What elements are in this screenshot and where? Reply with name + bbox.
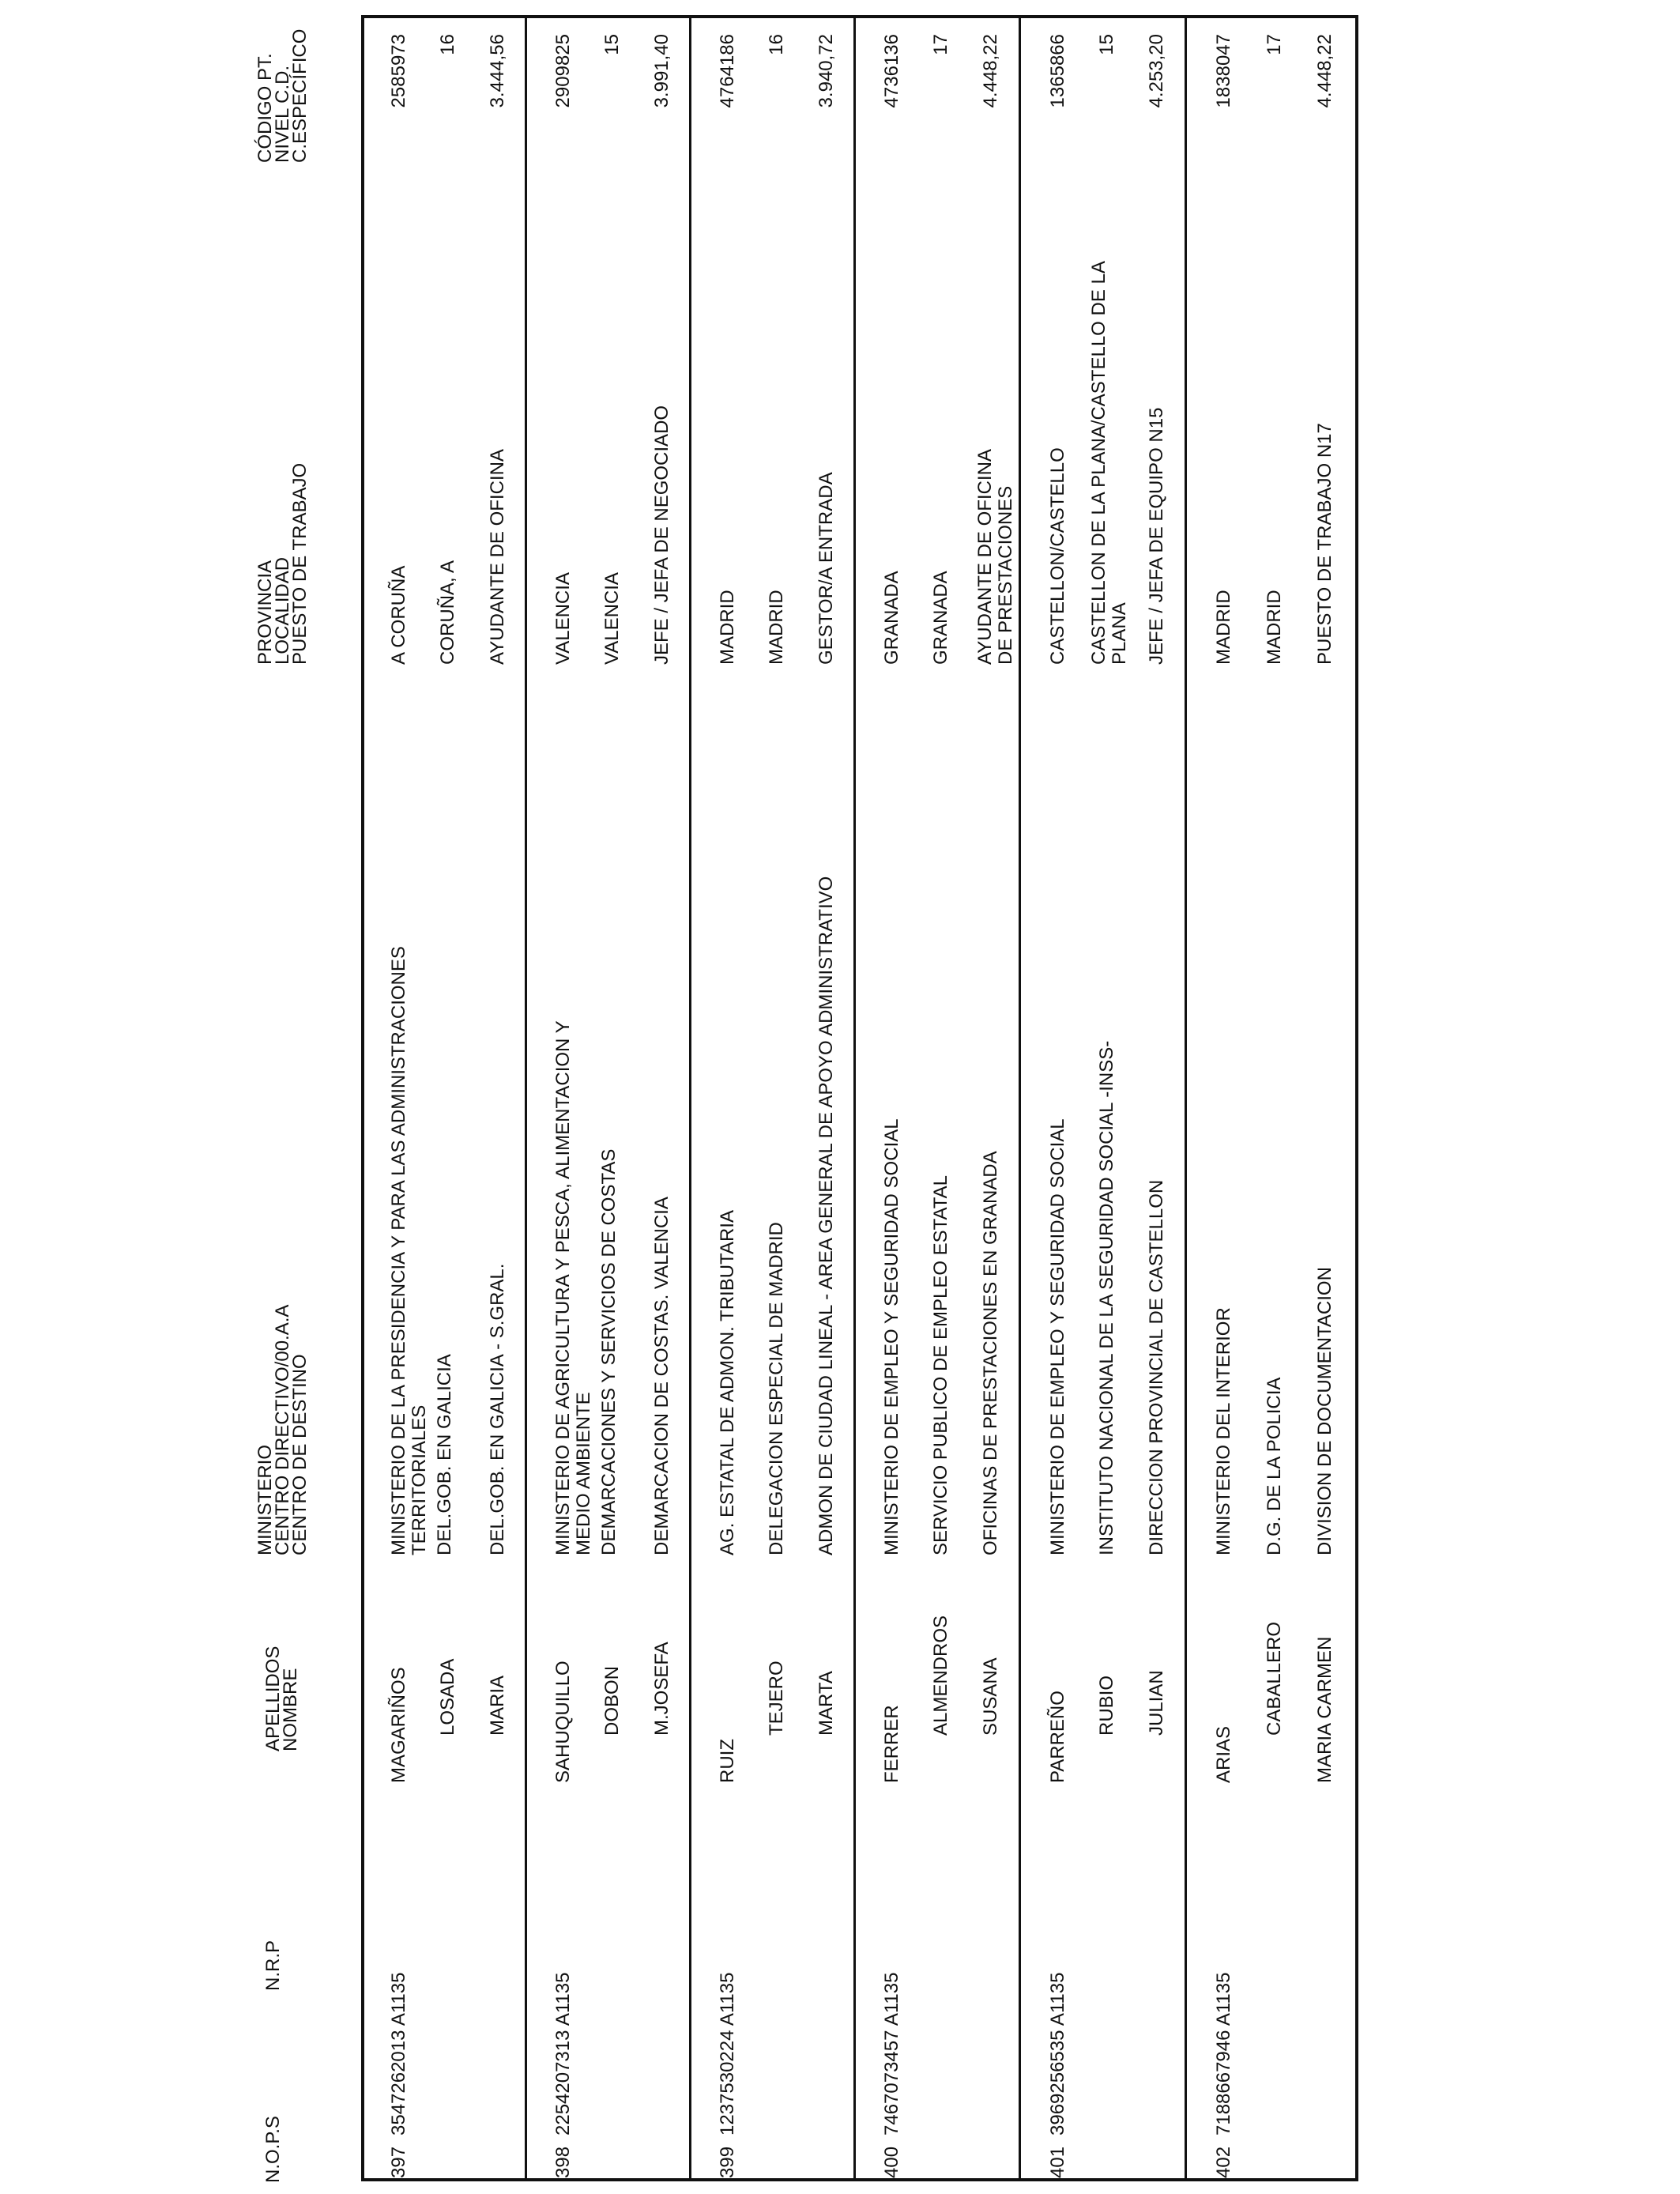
header-especifico: C.ESPECÍFICO <box>289 28 311 163</box>
cell-localidad: VALENCIA <box>601 572 623 665</box>
cell-centro-destino: OFICINAS DE PRESTACIONES EN GRANADA <box>980 1151 1001 1555</box>
cell-provincia: VALENCIA <box>552 572 574 665</box>
cell-apellido1: PARREÑO <box>1047 1691 1068 1783</box>
cell-codigo: 2909825 <box>552 34 574 108</box>
cell-nombre: MARIA <box>487 1675 508 1736</box>
cell-nrp: 7467073457 A1135 <box>881 1972 902 2136</box>
cell-ministerio: MINISTERIO DE EMPLEO Y SEGURIDAD SOCIAL <box>1047 1118 1068 1555</box>
cell-codigo: 2585973 <box>388 34 409 108</box>
cell-nops: 397 <box>388 2146 409 2178</box>
cell-nops: 401 <box>1047 2146 1068 2178</box>
header-localidad: LOCALIDAD <box>272 556 293 665</box>
cell-nombre: SUSANA <box>980 1657 1001 1736</box>
header-codigo: CÓDIGO PT. <box>254 53 276 163</box>
header-apellidos: APELLIDOS <box>262 1646 284 1751</box>
cell-centro-directivo: D.G. DE LA POLICIA <box>1264 1377 1285 1555</box>
cell-centro-directivo: SERVICIO PUBLICO DE EMPLEO ESTATAL <box>930 1174 951 1555</box>
cell-nops: 399 <box>717 2146 738 2178</box>
cell-especifico: 3.444,56 <box>487 34 508 108</box>
cell-nrp: 2254207313 A1135 <box>552 1972 574 2136</box>
cell-codigo: 1365866 <box>1047 34 1068 108</box>
cell-nops: 402 <box>1213 2146 1234 2178</box>
cell-nops: 398 <box>552 2146 574 2178</box>
cell-nombre: MARTA <box>816 1671 837 1736</box>
cell-localidad: MADRID <box>1264 590 1285 665</box>
cell-centro-directivo: DEL.GOB. EN GALICIA <box>434 1354 455 1555</box>
cell-localidad: GRANADA <box>930 571 951 665</box>
row-divider <box>853 15 856 2181</box>
cell-centro-destino: DIRECCION PROVINCIAL DE CASTELLON <box>1146 1179 1167 1555</box>
cell-ministerio: MINISTERIO DE AGRICULTURA Y PESCA, ALIMENTACION Y MEDIO AMBIENTE <box>552 1020 594 1555</box>
row-divider <box>1019 15 1021 2181</box>
cell-centro-destino: DEMARCACION DE COSTAS. VALENCIA <box>651 1197 672 1555</box>
cell-puesto: AYUDANTE DE OFICINA <box>487 449 508 665</box>
header-nrp: N.R.P <box>262 1940 284 1991</box>
header-ministerio: MINISTERIO <box>254 1444 276 1555</box>
cell-nivel: 15 <box>601 34 623 55</box>
cell-ministerio: MINISTERIO DE EMPLEO Y SEGURIDAD SOCIAL <box>881 1118 902 1555</box>
cell-nrp: 1237530224 A1135 <box>717 1972 738 2136</box>
cell-apellido2: TEJERO <box>766 1661 787 1736</box>
cell-centro-destino: DEL.GOB. EN GALICIA - S.GRAL. <box>487 1263 508 1555</box>
cell-especifico: 3.991,40 <box>651 34 672 108</box>
header-centro-destino: CENTRO DE DESTINO <box>289 1354 311 1555</box>
cell-centro-destino: ADMON DE CIUDAD LINEAL - AREA GENERAL DE APOYO ADMINISTRATIVO <box>816 876 837 1555</box>
cell-apellido2: ALMENDROS <box>930 1615 951 1736</box>
cell-especifico: 4.448,22 <box>980 34 1001 108</box>
cell-nrp: 7188667946 A1135 <box>1213 1972 1234 2136</box>
cell-especifico: 3.940,72 <box>816 34 837 108</box>
cell-ministerio: MINISTERIO DE LA PRESIDENCIA Y PARA LAS ADMINISTRACIONES TERRITORIALES <box>388 946 430 1555</box>
cell-codigo: 1838047 <box>1213 34 1234 108</box>
cell-provincia: CASTELLON/CASTELLO <box>1047 447 1068 665</box>
header-provincia: PROVINCIA <box>254 560 276 665</box>
cell-centro-directivo: DEMARCACIONES Y SERVICIOS DE COSTAS <box>598 1148 620 1555</box>
cell-nrp: 3547262013 A1135 <box>388 1972 409 2136</box>
cell-localidad: CASTELLON DE LA PLANA/CASTELLO DE LA PLANA <box>1088 262 1130 665</box>
cell-localidad: MADRID <box>766 590 787 665</box>
header-nombre: NOMBRE <box>280 1668 301 1751</box>
cell-apellido2: LOSADA <box>437 1658 458 1736</box>
row-divider <box>525 15 527 2181</box>
cell-puesto: GESTOR/A ENTRADA <box>816 472 837 665</box>
cell-localidad: CORUÑA, A <box>437 560 458 665</box>
cell-centro-directivo: INSTITUTO NACIONAL DE LA SEGURIDAD SOCIAL -INSS- <box>1096 1040 1117 1555</box>
cell-nrp: 3969256535 A1135 <box>1047 1972 1068 2136</box>
cell-codigo: 4764186 <box>717 34 738 108</box>
header-nivel: NIVEL C.D. <box>272 65 293 163</box>
header-puesto: PUESTO DE TRABAJO <box>289 462 311 665</box>
table-frame <box>361 15 1358 2181</box>
cell-provincia: MADRID <box>1213 590 1234 665</box>
cell-nivel: 16 <box>437 34 458 55</box>
cell-apellido2: DOBON <box>601 1665 623 1736</box>
cell-apellido1: FERRER <box>881 1705 902 1783</box>
cell-provincia: GRANADA <box>881 571 902 665</box>
cell-puesto: JEFE / JEFA DE EQUIPO N15 <box>1146 407 1167 665</box>
cell-apellido2: CABALLERO <box>1264 1621 1285 1736</box>
cell-apellido1: ARIAS <box>1213 1725 1234 1783</box>
cell-nombre: MARIA CARMEN <box>1314 1636 1335 1783</box>
cell-apellido2: RUBIO <box>1096 1675 1117 1736</box>
cell-especifico: 4.253,20 <box>1146 34 1167 108</box>
row-divider <box>1185 15 1187 2181</box>
cell-centro-directivo: DELEGACION ESPECIAL DE MADRID <box>766 1222 787 1555</box>
cell-especifico: 4.448,22 <box>1314 34 1335 108</box>
header-centro-directivo: CENTRO DIRECTIVO/00.A.A <box>272 1304 293 1555</box>
cell-ministerio: MINISTERIO DEL INTERIOR <box>1213 1307 1234 1555</box>
cell-ministerio: AG. ESTATAL DE ADMON. TRIBUTARIA <box>717 1210 738 1555</box>
header-nops: N.O.P.S <box>262 2116 284 2183</box>
cell-provincia: MADRID <box>717 590 738 665</box>
cell-puesto: JEFE / JEFA DE NEGOCIADO <box>651 405 672 665</box>
cell-centro-destino: DIVISION DE DOCUMENTACION <box>1314 1267 1335 1555</box>
cell-puesto: PUESTO DE TRABAJO N17 <box>1314 423 1335 665</box>
cell-nivel: 16 <box>766 34 787 55</box>
row-divider <box>689 15 691 2181</box>
cell-codigo: 4736136 <box>881 34 902 108</box>
cell-nivel: 17 <box>930 34 951 55</box>
cell-nombre: JULIAN <box>1146 1670 1167 1736</box>
cell-provincia: A CORUÑA <box>388 565 409 665</box>
cell-nivel: 15 <box>1096 34 1117 55</box>
cell-apellido1: SAHUQUILLO <box>552 1661 574 1783</box>
cell-puesto: AYUDANTE DE OFICINA DE PRESTACIONES <box>974 450 1016 665</box>
cell-apellido1: RUIZ <box>717 1739 738 1783</box>
cell-nivel: 17 <box>1264 34 1285 55</box>
cell-nops: 400 <box>881 2146 902 2178</box>
cell-nombre: M.JOSEFA <box>651 1642 672 1736</box>
cell-apellido1: MAGARIÑOS <box>388 1667 409 1783</box>
